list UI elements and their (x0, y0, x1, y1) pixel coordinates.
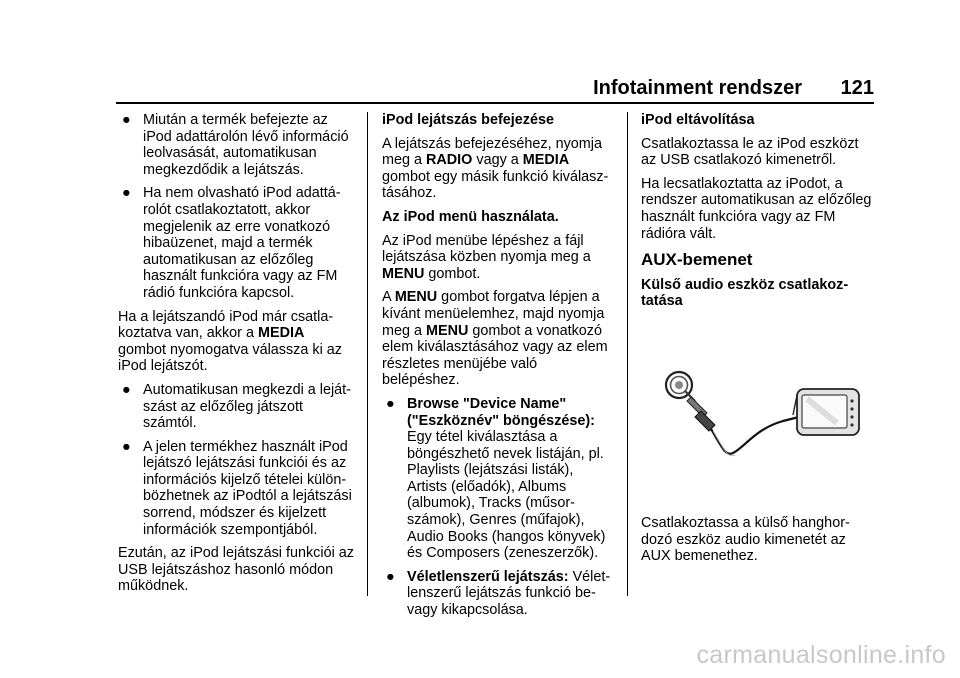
text: A lejátszás befejezéséhez, nyomja meg a (382, 135, 602, 169)
key-label: RADIO (426, 152, 473, 169)
bullet-text: Automatikusan megkezdi a leját- szást az előzőleg játszott számtól. (143, 381, 351, 432)
paragraph (382, 289, 612, 389)
section-title: AUX-bemenet (641, 250, 753, 270)
column-divider (627, 112, 628, 596)
column-divider (367, 112, 368, 596)
subheading: iPod eltávolítása (641, 112, 755, 128)
key-label: MEDIA (257, 325, 305, 342)
bullet-text: Vélet- lenszerű lejátszás funkció be- vagy kikapcsolása. (407, 568, 611, 619)
bullet-item (118, 112, 354, 178)
text: gombot nyomogatva válassza ki az iPod lejátszót. (118, 341, 342, 375)
audio-cable (711, 417, 799, 454)
bullet-dot: ● (122, 381, 131, 398)
bullet-item (382, 396, 612, 562)
column-3 (641, 112, 873, 572)
media-player-icon (793, 389, 859, 435)
subheading: Külső audio eszköz csatlakoz- tatása (641, 276, 849, 310)
key-label: MEDIA (522, 152, 570, 169)
column-1 (118, 112, 354, 602)
text: Ha a lejátszandó iPod már csatla- koztatva van, akkor a (118, 308, 334, 342)
header-rule (116, 102, 874, 104)
page-number: 121 (840, 77, 874, 99)
bullet-term: Browse "Device Name" ("Eszköznév" böngészése): (407, 395, 595, 429)
text: gombot. (424, 265, 481, 282)
text: Az iPod menübe lépéshez a fájl lejátszása közben nyomja meg a (382, 232, 591, 266)
bullet-item (382, 569, 612, 619)
paragraph: Ha lecsatlakoztatta az iPodot, a rendszer automatikusan az előzőleg használt funkcióra vagy az FM rádióra vált. (641, 175, 872, 242)
text: gombot egy másik funkció kiválasz- tásához. (382, 168, 609, 202)
text: gombot a vonatkozó elem kiválasztásához vagy az elem részletes menüjébe való belépéshez. (382, 322, 608, 389)
text: A (382, 289, 395, 306)
bullet-text: A jelen termékhez használt iPod lejátszó lejátszási funkciói és az információs kijelző tételei külön- bözhetnek az iPodtól a lejátszási sorrend, módszer és kijelzett információk szempontjából. (143, 438, 352, 538)
bullet-dot: ● (122, 112, 131, 128)
key-label: MENU (426, 322, 469, 339)
subheading: iPod lejátszás befejezése (382, 112, 554, 128)
chapter-title: Infotainment rendszer (593, 77, 802, 99)
paragraph (382, 136, 612, 202)
bullet-dot: ● (122, 185, 131, 202)
bullet-item (118, 439, 354, 539)
bullet-text: Egy tétel kiválasztása a böngészhető nevek listáján, pl. Playlists (lejátszási listák), Artists (előadók), Albums (albumok), Tracks (műsor- számok), Genres (műfajok), Audio Books (hangos könyvek) és Composers (zeneszerzők). (407, 429, 606, 562)
bullet-item (118, 382, 354, 432)
paragraph (118, 309, 354, 375)
paragraph: Csatlakoztassa le az iPod eszközt az USB csatlakozó kimenetről. (641, 135, 859, 169)
bullet-dot: ● (122, 438, 131, 455)
aux-device-illustration (651, 365, 861, 475)
bullet-text: Miután a termék befejezte az iPod adattárolón lévő információ leolvasását, automatikusan megkezdődik a lejátszás. (143, 112, 349, 178)
bullet-dot: ● (386, 395, 395, 412)
bullet-item (118, 185, 354, 301)
key-label: MENU (394, 289, 438, 306)
subheading: Az iPod menü használata. (382, 208, 559, 225)
paragraph: Csatlakoztassa a külső hanghor- dozó eszköz audio kimenetét az AUX bemenethez. (641, 514, 850, 565)
audio-plug-icon (685, 391, 715, 431)
column-2 (382, 112, 612, 626)
text: vagy a (472, 152, 523, 169)
text: gombot forgatva lépjen a kívánt menüelemhez, majd nyomja meg a (382, 289, 605, 339)
bullet-text: Ha nem olvasható iPod adattá- rolót csatlakoztatott, akkor megjelenik az erre vonatkozó hibaüzenet, majd a termék automatikusan az előzőleg használt funkcióra vagy az FM rádió funkcióra kapcsol. (143, 185, 341, 301)
watermark: carmanualsonline.info (696, 641, 946, 669)
key-label: MENU (382, 265, 425, 282)
bullet-dot: ● (386, 568, 395, 585)
paragraph: Ezután, az iPod lejátszási funkciói az USB lejátszáshoz hasonló módon működnek. (118, 545, 354, 595)
page-header (116, 76, 874, 100)
paragraph (382, 233, 612, 283)
bullet-term: Véletlenszerű lejátszás: (407, 568, 569, 585)
